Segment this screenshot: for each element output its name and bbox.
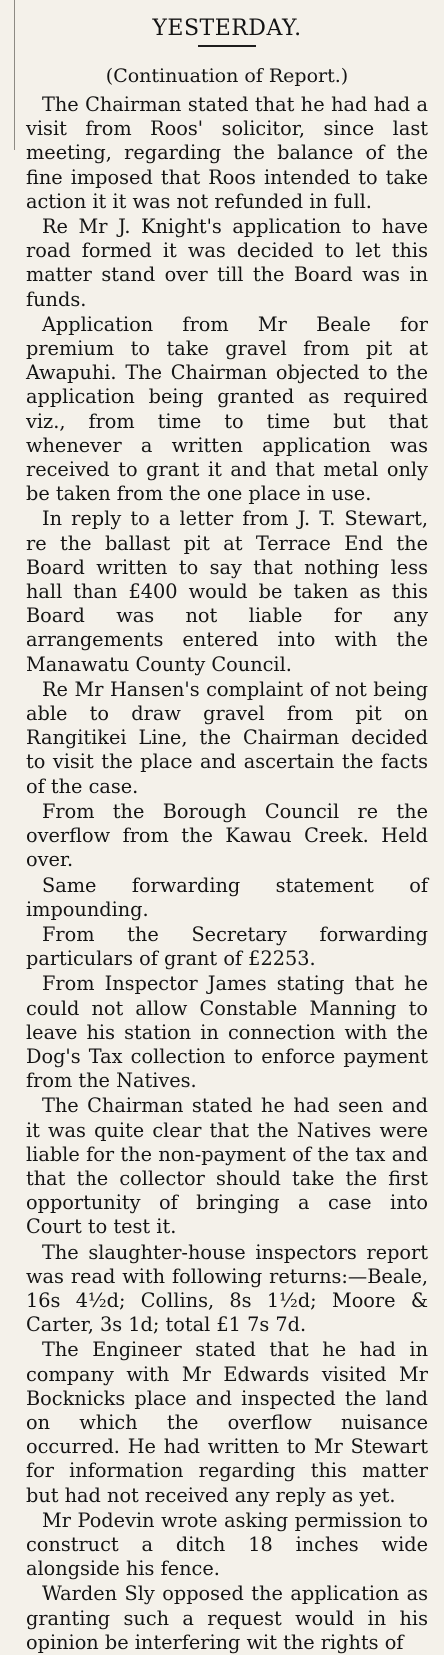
- paragraph: The Engineer stated that he had in company with Mr Edwards visited Mr Bocknicks place and inspected the land on which the overflow nuisance occurred. He had written to Mr Stewart for information regarding this matter but had not received any reply as yet.: [26, 1338, 428, 1507]
- column-rule: [14, 0, 15, 150]
- article-subtitle: (Continuation of Report.): [105, 65, 349, 87]
- paragraph: Re Mr J. Knight's application to have road formed it was decided to let this matter stand over till the Board was in funds.: [26, 215, 428, 311]
- paragraph: In reply to a letter from J. T. Stewart, re the ballast pit at Terrace End the Board written to say that nothing less hall than £400 would be taken as this Board was not liable for any arrangements entered into with the Manawatu County Council.: [26, 507, 428, 676]
- paragraph: Re Mr Hansen's complaint of not being able to draw gravel from pit on Rangitikei Line, the Chairman decided to visit the place and ascertain the facts of the case.: [26, 677, 428, 798]
- article-body: [26, 93, 428, 1655]
- title-divider: [198, 45, 256, 47]
- paragraph: Warden Sly opposed the application as granting such a request would in his opinion be interfering wit the rights of: [26, 1582, 428, 1654]
- paragraph: Application from Mr Beale for premium to take gravel from pit at Awapuhi. The Chairman objected to the application being granted as required viz., from time to time but that whenever a written application was received to grant it and that metal only be taken from the one place in use.: [26, 312, 428, 506]
- paragraph: From the Secretary forwarding particulars of grant of £2253.: [26, 922, 428, 971]
- paragraph: The Chairman stated that he had had a visit from Roos' solicitor, since last meeting, regarding the balance of the fine imposed that Roos intended to take action it it was not refunded in full.: [26, 93, 428, 213]
- paragraph: The slaughter-house inspectors report was read with following returns:—Beale, 16s 4½d; Collins, 8s 1½d; Moore & Carter, 3s 1d; total £1 7s 7d.: [26, 1240, 428, 1337]
- article-title: YESTERDAY.: [152, 16, 302, 41]
- paragraph: The Chairman stated he had seen and it was quite clear that the Natives were liable for the non-payment of the tax and that the collector should take the first opportunity of bringing a case into Court to test it.: [26, 1094, 428, 1239]
- paragraph: From the Borough Council re the overflow from the Kawau Creek. Held over.: [26, 799, 428, 872]
- paragraph: Same forwarding statement of impounding.: [26, 873, 428, 921]
- paragraph: From Inspector James stating that he could not allow Constable Manning to leave his station in connection with the Dog's Tax collection to enforce payment from the Natives.: [26, 972, 428, 1093]
- paragraph: Mr Podevin wrote asking permission to construct a ditch 18 inches wide alongside his fence.: [26, 1508, 428, 1581]
